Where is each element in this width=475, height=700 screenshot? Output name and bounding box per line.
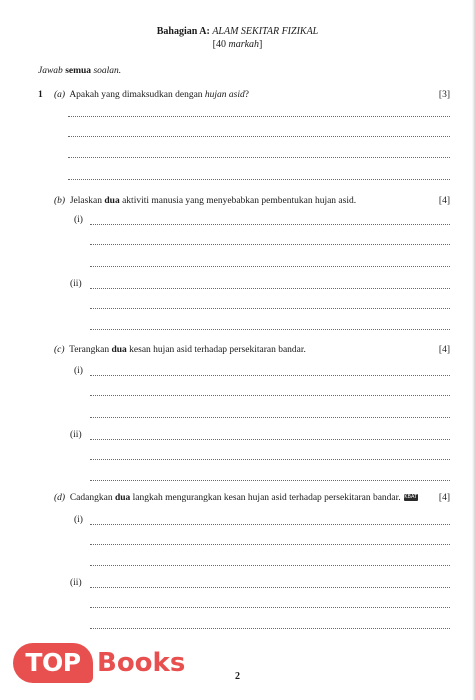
answer-line[interactable] xyxy=(90,459,450,460)
question-b-text: (b) Jelaskan dua aktiviti manusia yang menyebabkan pembentukan hujan asid. xyxy=(54,196,357,206)
answer-line[interactable] xyxy=(90,439,450,440)
sub-label: (i) xyxy=(74,366,83,376)
page-number: 2 xyxy=(235,671,240,682)
answer-line[interactable] xyxy=(90,587,450,588)
section-marks: [40 markah] xyxy=(212,39,263,50)
topbooks-logo xyxy=(13,643,193,693)
answer-line[interactable] xyxy=(90,375,450,376)
sub-label: (i) xyxy=(74,215,83,225)
answer-line[interactable] xyxy=(90,224,450,225)
answer-line[interactable] xyxy=(90,266,450,267)
logo-top-badge: TOP xyxy=(13,643,93,683)
answer-line[interactable] xyxy=(90,565,450,566)
question-d-marks: [4] xyxy=(438,493,450,503)
question-number: 1 xyxy=(38,90,43,100)
question-d-text: (d) Cadangkan dua langkah mengurangkan kesan hujan asid terhadap persekitaran bandar. KBAT xyxy=(54,493,418,503)
question-c-text: (c) Terangkan dua kesan hujan asid terhadap persekitaran bandar. xyxy=(54,345,306,355)
kbat-badge: KBAT xyxy=(404,494,418,501)
answer-line[interactable] xyxy=(90,607,450,608)
answer-line[interactable] xyxy=(90,329,450,330)
sub-label: (i) xyxy=(74,515,83,525)
instruction: Jawab semua soalan. xyxy=(38,66,122,76)
answer-line[interactable] xyxy=(68,179,450,180)
question-c-marks: [4] xyxy=(438,345,450,355)
answer-line[interactable] xyxy=(90,244,450,245)
section-title: ALAM SEKITAR FIZIKAL xyxy=(212,26,319,37)
question-b-marks: [4] xyxy=(438,196,450,206)
sub-label: (ii) xyxy=(70,578,82,588)
answer-line[interactable] xyxy=(90,628,450,629)
answer-line[interactable] xyxy=(68,116,450,117)
answer-line[interactable] xyxy=(68,157,450,158)
answer-line[interactable] xyxy=(90,524,450,525)
section-header xyxy=(0,26,475,37)
answer-line[interactable] xyxy=(68,136,450,137)
answer-line[interactable] xyxy=(90,308,450,309)
sub-label: (ii) xyxy=(70,430,82,440)
sub-label: (ii) xyxy=(70,279,82,289)
answer-line[interactable] xyxy=(90,480,450,481)
question-a-marks: [3] xyxy=(438,90,450,100)
answer-line[interactable] xyxy=(90,417,450,418)
answer-line[interactable] xyxy=(90,288,450,289)
answer-line[interactable] xyxy=(90,395,450,396)
question-a-text: (a) Apakah yang dimaksudkan dengan hujan asid? xyxy=(54,90,249,100)
logo-books-text: Books xyxy=(97,648,186,678)
answer-line[interactable] xyxy=(90,544,450,545)
section-label: Bahagian A: xyxy=(156,26,210,37)
